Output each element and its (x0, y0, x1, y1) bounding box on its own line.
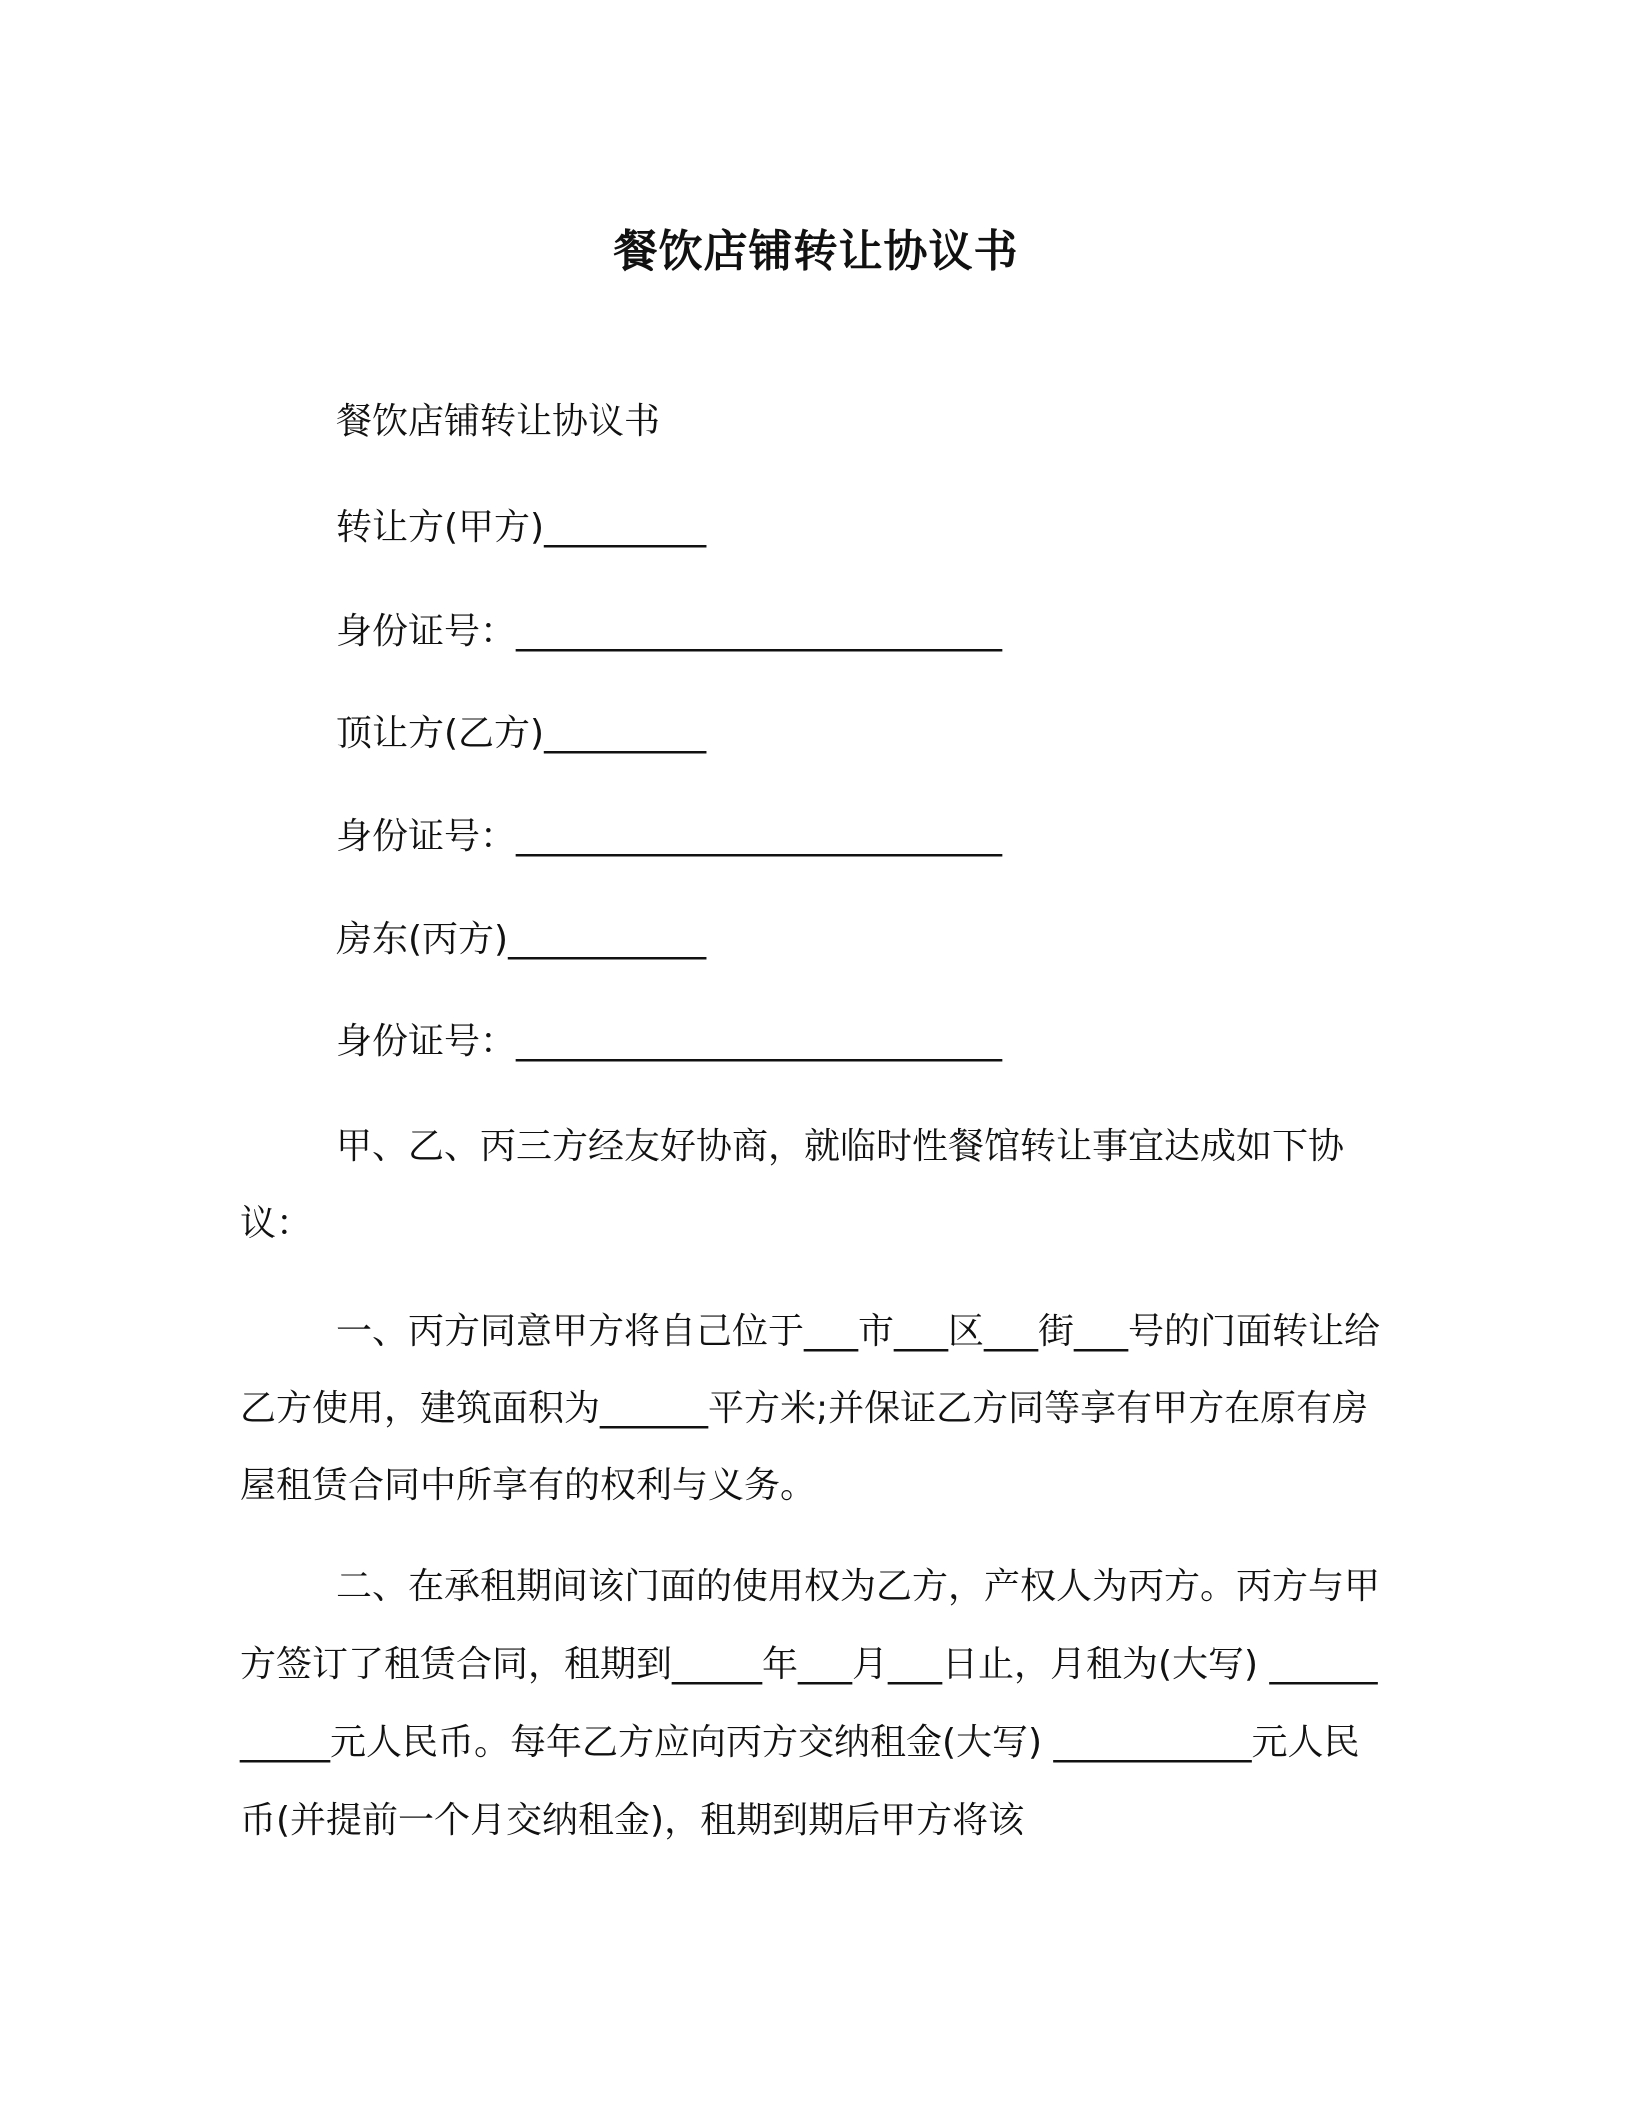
intro-paragraph: 甲、乙、丙三方经友好协商，就临时性餐馆转让事宜达成如下协议： (240, 1126, 1345, 1244)
document-subtitle: 餐饮店铺转让协议书 (336, 401, 661, 442)
document-title: 餐饮店铺转让协议书 (613, 226, 1019, 277)
party-a-id-line: 身份证号：___________________________ (336, 611, 1003, 652)
clause-2-paragraph: 二、在承租期间该门面的使用权为乙方，产权人为丙方。丙方与甲方签订了租赁合同，租期到_____年___月___日止，月租为(大写) ___________元人民币。每年乙方应向丙方交纳租金(大写) ___________元人民币(并提前一个月交纳租金)，租期到期后甲方将该 (240, 1566, 1381, 1841)
party-b-id-line: 身份证号：___________________________ (336, 816, 1003, 857)
clause-1-paragraph: 一、丙方同意甲方将自己位于___市___区___街___号的门面转让给乙方使用，建筑面积为______平方米;并保证乙方同等享有甲方在原有房屋租赁合同中所享有的权利与义务。 (240, 1311, 1381, 1506)
party-b-line: 顶让方(乙方)_________ (336, 713, 707, 754)
party-c-line: 房东(丙方)___________ (336, 919, 707, 960)
party-c-id-line: 身份证号：___________________________ (336, 1021, 1003, 1062)
party-a-line: 转让方(甲方)_________ (336, 507, 707, 548)
